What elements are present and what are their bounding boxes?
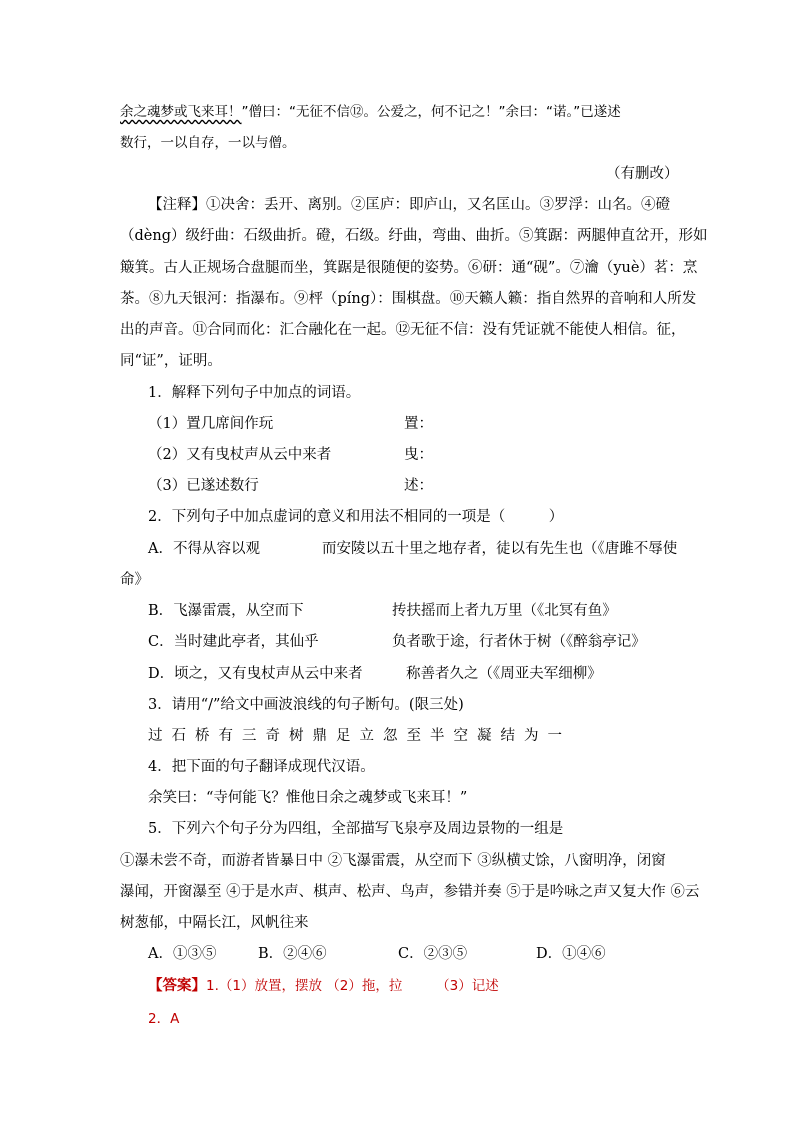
question-2-option-b-compare: 抟扶摇而上者九万里（《北冥有鱼》 [392, 603, 617, 619]
passage-line-1-rest: ”僧曰：“无征不信⑫。公爱之，何不记之！”余曰：“诺。”已遂述 [241, 104, 621, 120]
question-2-option-c-compare: 负者歌于途，行者休于树（《醉翁亭记》 [392, 634, 646, 650]
question-5-choice-a: A．①③⑤ [148, 946, 217, 962]
question-5-line-2: 瀑闻，开窗瀑至 ④于是水声、棋声、松声、鸟声，参错并奏 ⑤于是吟咏之声又复大作 ⑥云 [120, 884, 700, 900]
question-1-item-2: （2）又有曳杖声从云中来者 [148, 447, 332, 463]
question-2-option-a-cont: 命》 [120, 572, 149, 588]
annotation-line-6: 同“证”，证明。 [120, 353, 222, 369]
question-1-item-2-word: 曳： [404, 447, 433, 463]
question-4-title: 4．把下面的句子翻译成现代汉语。 [148, 759, 375, 775]
question-5-choice-b: B．②④⑥ [258, 946, 327, 962]
question-2-title: 2．下列句子中加点虚词的意义和用法不相同的一项是（ ） [148, 509, 564, 525]
question-2-option-a-compare: 而安陵以五十里之地存者，徒以有先生也（《唐雎不辱使 [322, 541, 678, 557]
question-1-item-1: （1）置几席间作玩 [148, 416, 274, 432]
question-1-title: 1．解释下列句子中加点的词语。 [148, 385, 361, 401]
annotation-line-3: 簸箕。古人正规场合盘腿而坐，箕踞是很随便的姿势。⑥研：通“砚”。⑦瀹（yuè）茗：烹 [120, 260, 698, 276]
passage-line-1 [120, 101, 621, 123]
question-2-option-b: B．飞瀑雷震，从空而下 [148, 603, 304, 619]
answer-line-2: 2．A [148, 1011, 180, 1027]
question-5-choice-d: D．①④⑥ [536, 946, 606, 962]
question-5-title: 5．下列六个句子分为四组，全部描写飞泉亭及周边景物的一组是 [148, 821, 564, 837]
annotation-line-4: 茶。⑧九天银河：指瀑布。⑨枰（píng）：围棋盘。⑩天籁人籁：指自然界的音响和人所发 [120, 291, 697, 307]
question-1-item-1-word: 置： [404, 416, 433, 432]
question-4-sentence: 余笑曰：“寺何能飞？惟他日余之魂梦或飞来耳！” [148, 790, 468, 806]
answer-q1: 1.（1）放置，摆放 （2）拖，拉 （3）记述 [206, 978, 499, 994]
question-2-option-a: A．不得从容以观 [148, 541, 260, 557]
answer-label: 【答案】 [148, 977, 206, 994]
annotation-line-2: （dèng）级纡曲：石级曲折。磴，石级。纡曲，弯曲、曲折。⑤箕踞：两腿伸直岔开，形如 [120, 228, 708, 244]
question-2-option-d: D．顷之，又有曳杖声从云中来者 [148, 666, 363, 682]
annotation-line-1: 【注释】①决舍：丢开、离别。②匡庐：即庐山，又名匡山。③罗浮：山名。④磴 [148, 197, 670, 213]
question-1-item-3-word: 述： [404, 478, 433, 494]
wavy-underlined-sentence: 余之魂梦或飞来耳！ [120, 104, 242, 120]
question-3-sentence: 过石桥有三奇树鼎足立忽至半空凝结为一 [148, 728, 571, 744]
abridged-note: （有删改） [606, 166, 679, 182]
passage-line-2: 数行，一以自存，一以与僧。 [120, 135, 296, 151]
question-5-line-3: 树葱郁，中隔长江，风帆往来 [120, 915, 309, 931]
question-1-item-3: （3）已遂述数行 [148, 478, 259, 494]
question-2-option-d-compare: 称善者久之（《周亚夫军细柳》 [406, 666, 602, 682]
question-5-line-1: ①瀑未尝不奇，而游者皆暴日中 ②飞瀑雷震，从空而下 ③纵横丈馀，八窗明净，闭窗 [120, 853, 666, 869]
question-2-option-c: C．当时建此亭者，其仙乎 [148, 634, 319, 650]
question-3-title: 3．请用“/”给文中画波浪线的句子断句。(限三处) [148, 697, 464, 713]
annotation-line-5: 出的声音。⑪合同而化：汇合融化在一起。⑫无征不信：没有凭证就不能使人相信。征， [120, 322, 686, 338]
question-5-choice-c: C．②③⑤ [398, 946, 468, 962]
answer-line-1 [148, 975, 499, 997]
